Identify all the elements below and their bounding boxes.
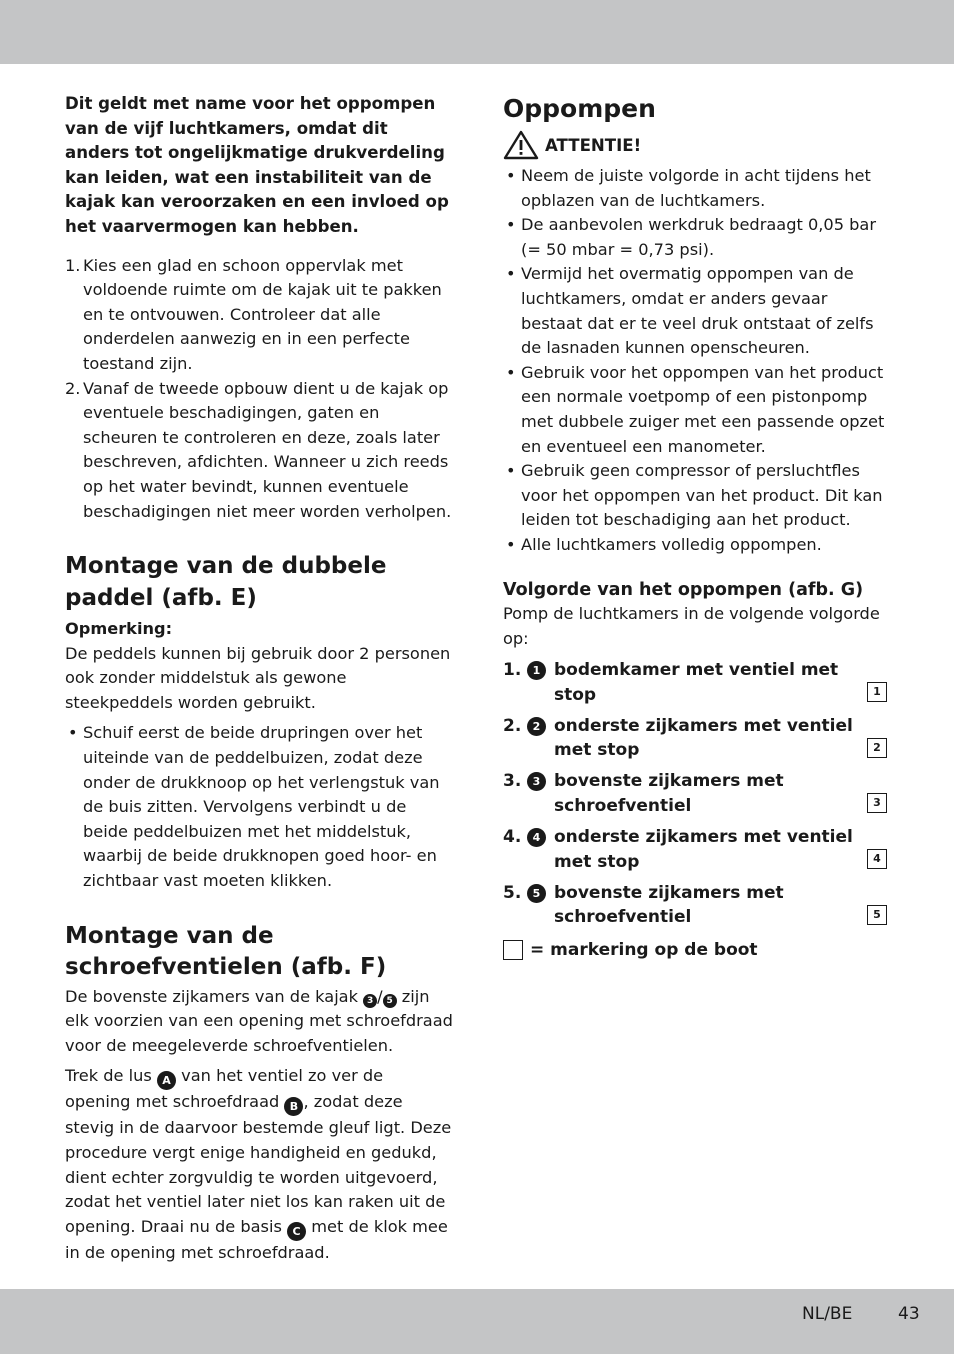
marking-box-5: 5 xyxy=(867,905,887,925)
marking-box-1: 1 xyxy=(867,682,887,702)
legend-box xyxy=(503,940,523,960)
sequence-item: 3. 3 bovenste zijkamers met schroefventiel 3 xyxy=(503,769,893,825)
list-item: 1. Kies een glad en schoon oppervlak met voldoende ruimte om de kajak uit te pakken en te ontvouwen. Controleer dat alle onderdelen aanwezig en in een perfecte toestand zijn. xyxy=(65,255,442,373)
sequence-heading: Volgorde van het oppompen (afb. G) xyxy=(503,579,864,600)
marking-box-2: 2 xyxy=(867,738,887,758)
steps-list xyxy=(65,254,453,525)
marker-c-icon: C xyxy=(287,1222,306,1241)
list-item: • De aanbevolen werkdruk bedraagt 0,05 bar (= 50 mbar = 0,73 psi). xyxy=(503,213,893,262)
note-text: De peddels kunnen bij gebruik door 2 personen ook zonder middelstuk als gewone steekpeddels worden gebruikt. xyxy=(65,643,451,712)
inflate-heading: Oppompen xyxy=(503,94,656,123)
sequence-item: 2. 2 onderste zijkamers met ventiel met stop 2 xyxy=(503,714,893,770)
sequence-item: 1. 1 bodemkamer met ventiel met stop 1 xyxy=(503,658,893,714)
sequence-item: 4. 4 onderste zijkamers met ventiel met stop 4 xyxy=(503,825,893,881)
legend-text: = markering op de boot xyxy=(530,940,758,961)
attention-notice xyxy=(503,130,893,160)
footer-language: NL/BE xyxy=(802,1304,853,1324)
list-item: • Alle luchtkamers volledig oppompen. xyxy=(503,533,893,558)
marking-legend xyxy=(503,940,893,960)
attention-label: ATTENTIE! xyxy=(545,135,642,155)
marker-5-icon: 5 xyxy=(383,994,397,1008)
list-item: • Gebruik voor het oppompen van het product een normale voetpomp of een pistonpomp met dubbele zuiger met een passende opzet en eventueel een manometer. xyxy=(503,361,893,459)
valve-heading: Montage van de schroefventielen (afb. F) xyxy=(65,922,387,981)
paddle-bullets xyxy=(65,721,453,893)
chamber-4-icon: 4 xyxy=(527,828,546,847)
chamber-1-icon: 1 xyxy=(527,661,546,680)
marker-b-icon: B xyxy=(284,1097,303,1116)
header-bar xyxy=(0,0,954,64)
intro-paragraph: Dit geldt met name voor het oppompen van de vijf luchtkamers, omdat dit anders tot ongelijkmatige drukverdeling kan leiden, wat een instabiliteit van de kajak kan veroorzaken en een invloed op het vaarvermogen kan hebben. xyxy=(65,94,449,236)
marker-a-icon: A xyxy=(157,1071,176,1090)
list-item: • Vermijd het overmatig oppompen van de luchtkamers, omdat er anders gevaar bestaat dat er te veel druk ontstaat of zelfs de lasnaden kunnen openscheuren. xyxy=(503,262,893,360)
list-item: • Schuif eerst de beide drupringen over het uiteinde van de peddelbuizen, zodat deze onder de drukknoop op het verlengstuk van de buis zitten. Vervolgens verbindt u de beide peddelbuizen met het middelstuk, waarbij de beide drukknopen goed hoor- en zichtbaar vast moeten klikken. xyxy=(65,721,453,893)
warning-icon xyxy=(503,130,539,160)
attention-bullets xyxy=(503,164,893,558)
list-item: 2. Vanaf de tweede opbouw dient u de kajak op eventuele beschadigingen, gaten en scheuren te controleren en deze, zoals later beschreven, afdichten. Wanneer u zich reeds op het water bevindt, kunnen eventuele beschadigingen niet meer worden verholpen. xyxy=(65,378,452,521)
marker-3-icon: 3 xyxy=(363,994,377,1008)
marking-box-4: 4 xyxy=(867,849,887,869)
sequence-list xyxy=(503,658,893,936)
marking-box-3: 3 xyxy=(867,793,887,813)
chamber-2-icon: 2 xyxy=(527,717,546,736)
note-label: Opmerking: xyxy=(65,619,173,639)
chamber-5-icon: 5 xyxy=(527,884,546,903)
sequence-intro: Pomp de luchtkamers in de volgende volgorde op: xyxy=(503,604,880,648)
left-column xyxy=(65,92,453,1265)
paddle-heading: Montage van de dubbele paddel (afb. E) xyxy=(65,553,387,611)
page-number: 43 xyxy=(898,1304,920,1324)
chamber-3-icon: 3 xyxy=(527,772,546,791)
sequence-item: 5. 5 bovenste zijkamers met schroefventiel 5 xyxy=(503,881,893,937)
list-item: • Neem de juiste volgorde in acht tijdens het opblazen van de luchtkamers. xyxy=(503,164,893,213)
list-item: • Gebruik geen compressor of persluchtfles voor het oppompen van het product. Dit kan leiden tot beschadiging aan het product. xyxy=(503,459,893,533)
right-column xyxy=(503,92,893,960)
valve-paragraph-1: De bovenste zijkamers van de kajak 3 / 5 zijn elk voorzien van een opening met schroefdraad voor de meegeleverde schroefventielen. xyxy=(65,986,453,1055)
valve-paragraph-2: Trek de lus A van het ventiel zo ver de opening met schroefdraad B , zodat deze stevig in de daarvoor bestemde gleuf ligt. Deze procedure vergt enige handigheid en gedukd, dient echter zorgvuldig te worden uitgevoerd, zodat het ventiel later niet los kan raken uit de opening. Draai nu de basis C met de klok mee in de opening met schroefdraad. xyxy=(65,1066,452,1262)
